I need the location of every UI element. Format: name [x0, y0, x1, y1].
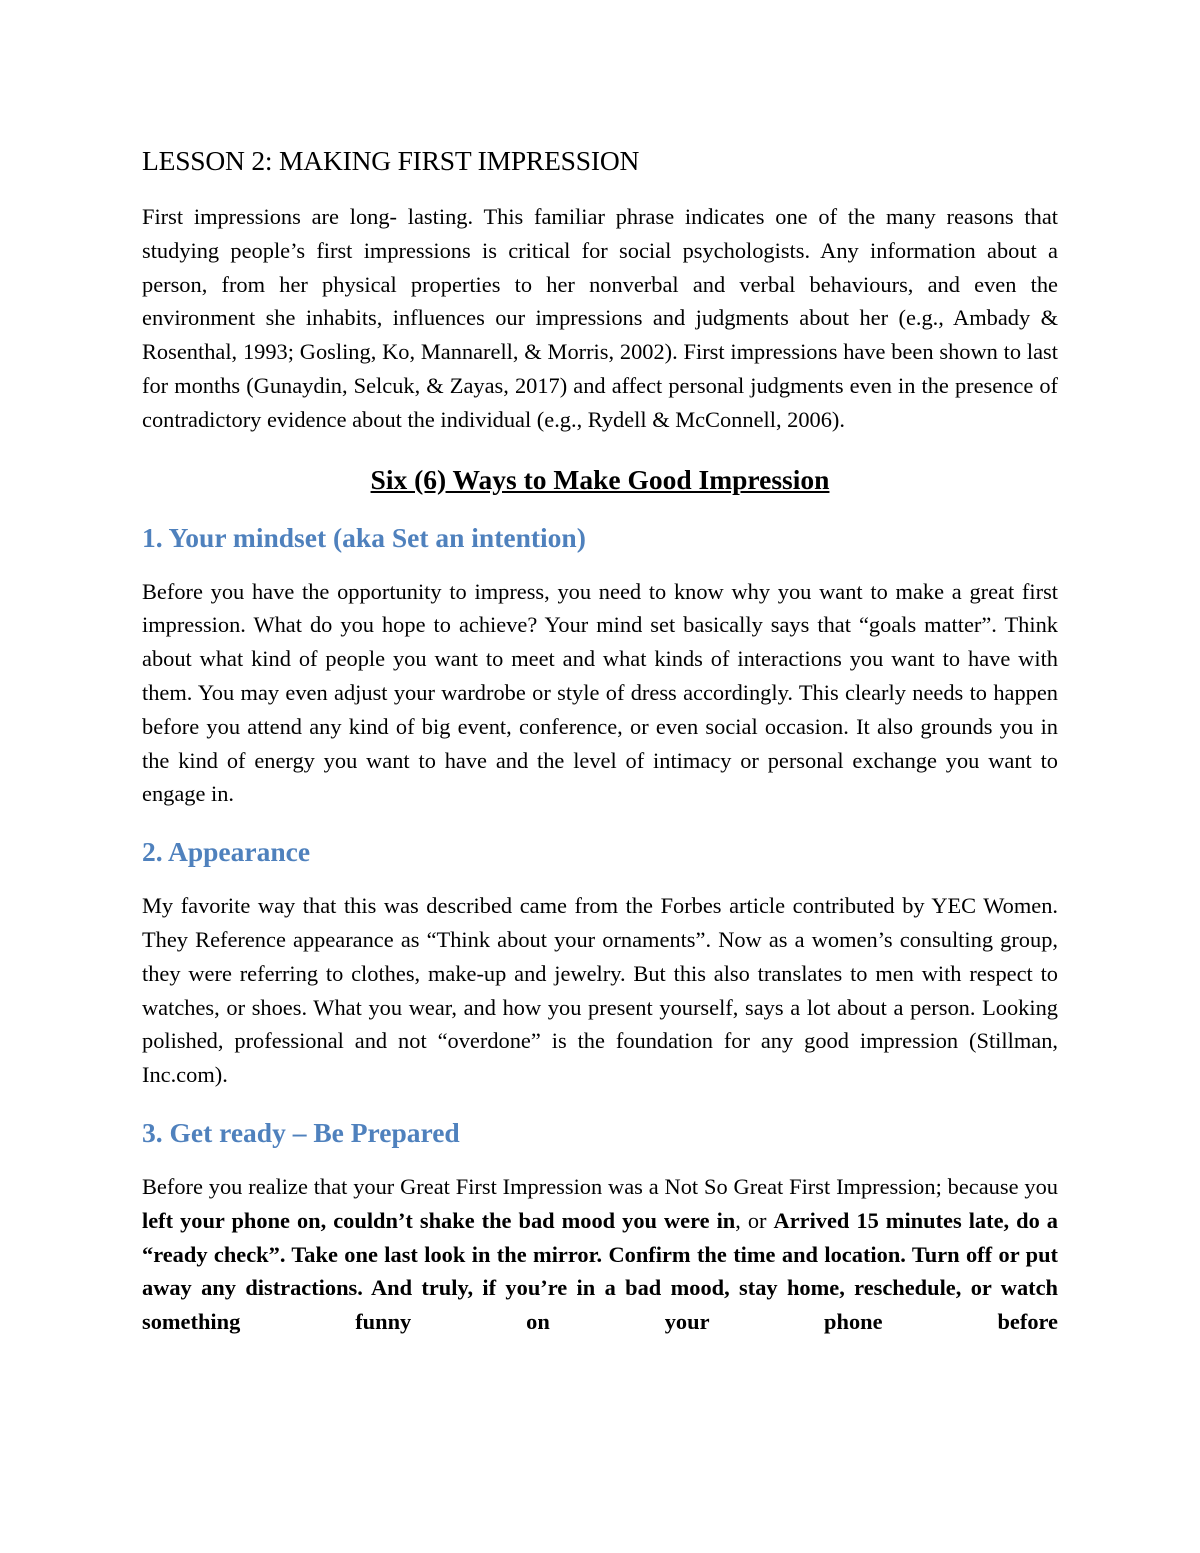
get-ready-text-2: , or	[735, 1207, 774, 1233]
get-ready-bold-1: left your phone on, couldn’t shake the bad mood you were in	[142, 1207, 736, 1233]
section-body-appearance: My favorite way that this was described came from the Forbes article contributed by YEC Women. They Reference appearance as “Think about your ornaments”. Now as a women’s consulting group, they were referring to clothes, make-up and jewelry. But this also translates to men with respect to watches, or shoes. What you wear, and how you present yourself, says a lot about a person. Looking polished, professional and not “overdone” is the foundation for any good impression (Stillman, Inc.com).	[142, 893, 1058, 1088]
lesson-title: LESSON 2: MAKING FIRST IMPRESSION	[142, 145, 640, 176]
get-ready-text-1: Before you realize that your Great First Impression was a Not So Great First Impression; because you	[142, 1173, 1058, 1199]
section-heading-mindset: 1. Your mindset (aka Set an intention)	[142, 521, 586, 553]
intro-paragraph: First impressions are long- lasting. This familiar phrase indicates one of the many reasons that studying people’s first impressions is critical for social psychologists. Any information about a person, from her physical properties to her nonverbal and verbal behaviours, and even the environment she inhabits, influences our impressions and judgments about her (e.g., Ambady & Rosenthal, 1993; Gosling, Ko, Mannarell, & Morris, 2002). First impressions have been shown to last for months (Gunaydin, Selcuk, & Zayas, 2017) and affect personal judgments even in the presence of contradictory evidence about the individual (e.g., Rydell & McConnell, 2006).	[142, 204, 1058, 432]
section-body-mindset: Before you have the opportunity to impress, you need to know why you want to make a great first impression. What do you hope to achieve? Your mind set basically says that “goals matter”. Think about what kind of people you want to meet and what kinds of interactions you want to have with them. You may even adjust your wardrobe or style of dress accordingly. This clearly needs to happen before you attend any kind of big event, conference, or even social occasion. It also grounds you in the kind of energy you want to have and the level of intimacy or personal exchange you want to engage in.	[142, 578, 1058, 807]
section-heading-appearance: 2. Appearance	[142, 836, 311, 868]
get-ready-bold-2: Arrived 15 minutes late, do a “ready check”. Take one last look in the mirror. Confirm the time and location. Turn off or put away any distractions. And truly, if you’re in a bad mood, stay home, reschedule, or watch something funny on your phone before	[142, 1207, 1058, 1335]
document-page	[142, 140, 1058, 1339]
section-heading-get-ready: 3. Get ready – Be Prepared	[142, 1116, 460, 1148]
section-body-get-ready	[142, 1170, 1058, 1339]
ways-title: Six (6) Ways to Make Good Impression	[370, 463, 830, 495]
